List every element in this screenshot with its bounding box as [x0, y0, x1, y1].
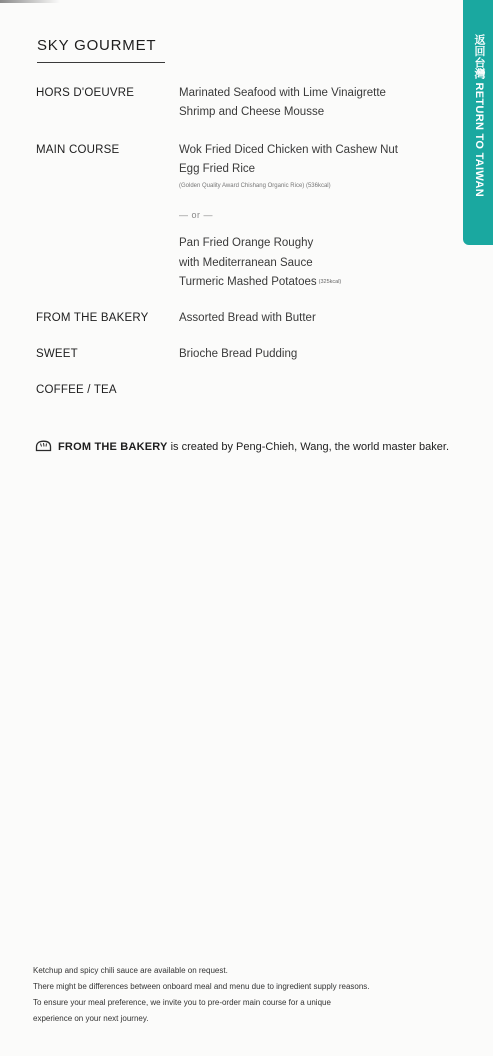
- tab-label: 返回台灣 RETURN TO TAIWAN: [473, 34, 485, 197]
- footer-notes: [33, 963, 473, 1027]
- footer-line: To ensure your meal preference, we invite you to pre-order main course for a unique: [33, 998, 331, 1007]
- footer-line: There might be differences between onboard meal and menu due to ingredient supply reasons.: [33, 982, 370, 991]
- menu-item: Brioche Bread Pudding: [179, 348, 298, 360]
- course-label-from-the-bakery: FROM THE BAKERY: [36, 312, 149, 324]
- menu-item: Shrimp and Cheese Mousse: [179, 106, 325, 118]
- menu-item: Egg Fried Rice: [179, 163, 256, 175]
- course-label-sweet: SWEET: [36, 348, 78, 360]
- bakery-note-lead: FROM THE BAKERY: [58, 441, 168, 453]
- course-label-main-course: MAIN COURSE: [36, 144, 120, 156]
- kcal-note: (325kcal): [318, 279, 342, 285]
- footer-line: experience on your next journey.: [33, 1014, 149, 1023]
- menu-item-text: Turmeric Mashed Potatoes: [179, 276, 317, 288]
- bakery-note-text: is created by Peng-Chieh, Wang, the world master baker.: [170, 441, 450, 453]
- return-to-taiwan-tab: [463, 0, 493, 245]
- menu-item: [179, 276, 341, 288]
- footer-line: Ketchup and spicy chili sauce are available on request.: [33, 966, 228, 975]
- bread-icon: [35, 440, 52, 455]
- menu-item: Pan Fried Orange Roughy: [179, 237, 314, 249]
- menu-item: Assorted Bread with Butter: [179, 312, 316, 324]
- or-separator: — or —: [179, 210, 214, 220]
- menu-item-note: (Golden Quality Award Chishang Organic Rice) (536kcal): [179, 183, 331, 189]
- title-underline: [37, 62, 165, 63]
- course-label-coffee-tea: COFFEE / TEA: [36, 384, 117, 396]
- menu-item: with Mediterranean Sauce: [179, 257, 313, 269]
- menu-title: SKY GOURMET: [37, 37, 157, 54]
- course-label-hors-doeuvre: HORS D'OEUVRE: [36, 87, 135, 99]
- bakery-note: [35, 440, 475, 455]
- page-edge: [0, 0, 60, 3]
- menu-item: Wok Fried Diced Chicken with Cashew Nut: [179, 144, 399, 156]
- menu-item: Marinated Seafood with Lime Vinaigrette: [179, 87, 386, 99]
